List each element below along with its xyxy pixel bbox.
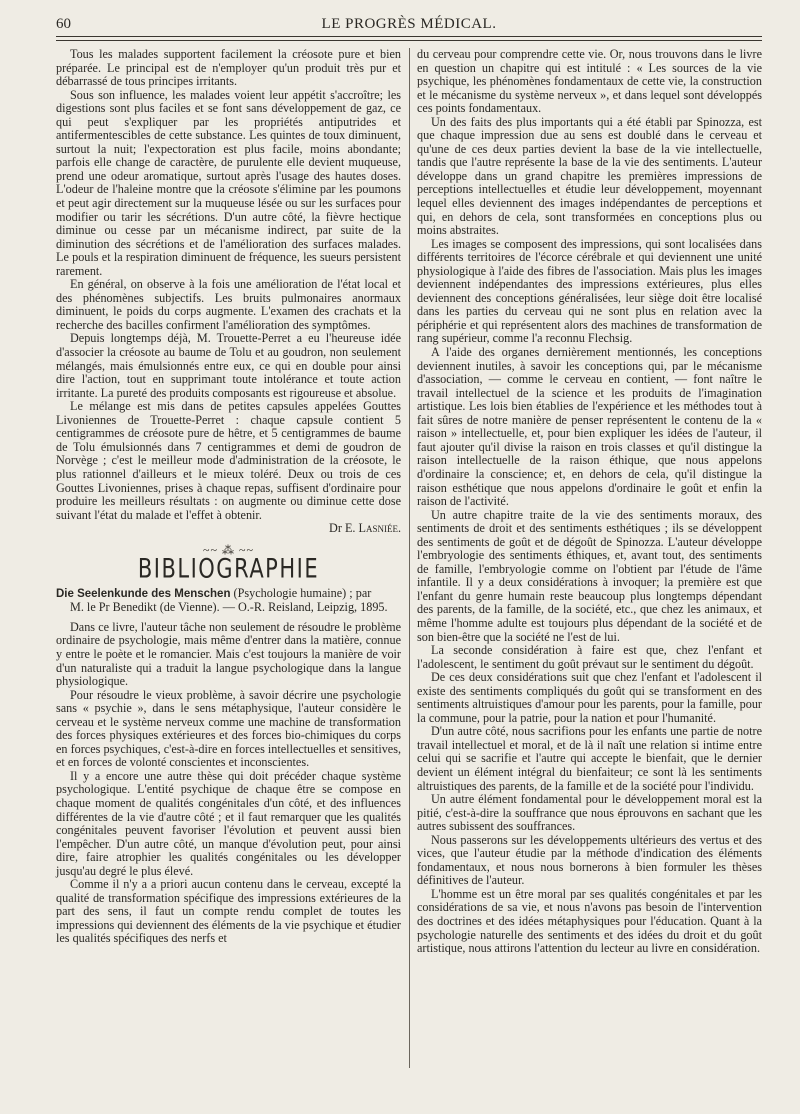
paragraph: Un des faits des plus importants qui a été établi par Spinozza, est que chaque impression due au sens est doublé dans le cerveau et qu'une de ces deux parties devient la base de la vie intellectuelle, tandis que l'autre représente la base de la vie des sentiments. L'auteur développe dans un grand chapitre les premières impressions de perceptions intellectuelles et étudie leur développement, moyennant lequel elles deviennent des images indépendantes de perceptions et qui, en dehors de cela, sont transformées en conceptions plus ou moins abstraites. [417,114,762,238]
right-column [417,48,762,956]
signature-name: Lasniée. [358,521,401,536]
signature-prefix: Dr E. [329,521,359,536]
running-title: LE PROGRÈS MÉDICAL. [321,16,497,32]
paragraph: Pour résoudre le vieux problème, à savoir décrire une psychologie sans « psychie », dans le sens métaphysique, l'auteur considère le cerveau et le système nerveux comme une machine de transformation des forces physiques extérieures et des forces bio-chimiques du corps en forces psychiques, c'est-à-dire en forces intellectuelles et sensitives, et en forces de volonté conscientes et inconscientes. [56,687,401,770]
paragraph: En général, on observe à la fois une amélioration de l'état local et des phénomènes subjectifs. Les bruits pulmonaires anormaux diminuent, le poids du corps augmente. L'examen des crachats et la recherche des bacilles confirment l'amélioration des symptômes. [56,277,401,332]
paragraph: Tous les malades supportent facilement la créosote pure et bien préparée. Le principal est de n'employer qu'un produit très pur et débarrassé de tous principes irritants. [56,47,401,89]
paragraph: Nous passerons sur les développements ultérieurs des vertus et des vices, que l'auteur étudie par la méthode d'indication des éléments fondamentaux, et nous nous bornerons à bien formuler les thèses définitives de l'auteur. [417,832,762,888]
left-column [56,48,401,956]
paragraph: Un autre élément fondamental pour le développement moral est la pitié, c'est-à-dire la souffrance que nous éprouvons en sachant que les autres subissent des souffrances. [417,792,762,834]
book-subtitle: (Psychologie humaine) ; par [230,585,372,600]
page-number: 60 [56,16,71,32]
page-header [56,14,762,36]
paragraph: Les images se composent des impressions, qui sont localisées dans différents territoires de l'écorce cérébrale et qui deviennent une unité physiologique à l'aide des fibres de l'association. Mais plus les images deviennent indépendantes des impressions extérieures, plus elles deviennent des conceptions généralisées, leur siège doit être localisé dans les parties du cerveau qui ne sont plus en relation avec la périphérie et qui représentent alors des machines de transformation de rang supérieur, comme l'a reconnu Flechsig. [417,236,762,346]
book-author: M. le Pr Benedikt (de Vienne). — O.-R. Reisland, Leipzig, 1895. [70,600,388,615]
paragraph: du cerveau pour comprendre cette vie. Or, nous trouvons dans le livre en question un chapitre qui est intitulé : « Les sources de la vie psychique, les phénomènes fondamentaux de cette vie, la construction et le mécanisme du système nerveux », et dans lequel sont développés ces points fondamentaux. [417,47,762,116]
section-ornament: ~~ ⁂ ~~ [203,542,254,557]
paragraph: Sous son influence, les malades voient leur appétit s'accroître; les digestions sont plus faciles et se font sans développement de gaz, ce qui peut s'expliquer par les propriétés antiputrides et antifermentescibles de cette substance. Les quintes de toux diminuent, surtout la nuit; l'expectoration est plus facile, moins abondante; parfois elle change de caractère, de purulente elle devient muqueuse, prend une odeur aromatique, surtout après l'usage des hautes doses. L'odeur de l'haleine montre que la créosote s'élimine par les poumons et peut agir directement sur la muqueuse lésée ou sur les surfaces pour modifier ou tarir les sécrétions. D'un autre côté, la fièvre hectique diminue ou cesse par un mécanisme indirect, par suite de la diminution des sécrétions et de l'amélioration des surfaces malades. Le pouls et la respiration diminuent de fréquence, les sueurs persistent rarement. [56,87,401,278]
body-columns [56,48,762,956]
paragraph: D'un autre côté, nous sacrifions pour les enfants une partie de notre travail intellectuel et moral, et de là il naît une relation si intime entre celui qui se sacrifie et l'autre qui accepte le bienfait, que le dernier devient un élément intégral du bienfaiteur; ce sont là les sentiments altruistiques des parents, de la famille et de la société pour l'individu. [417,724,762,793]
header-rule-double [56,40,762,41]
paragraph: Un autre chapitre traite de la vie des sentiments moraux, des sentiments de droit et des sentiments esthétiques ; ils se développent des sentiments de goût et de dégoût de Spinozza. L'auteur développe l'embryologie des sentiments éthiques, et, avant tout, des sentiments de famille, l'embryologie comme on l'obtient par l'étude de l'âme infantile. Il y a deux considérations à invoquer; la première est que l'enfant du genre humain reste beaucoup plus longtemps dépendant des parents, de la famille, de la société, etc., que chez les animaux, et même l'homme adulte est toujours plus dépendant de la société et de son bien-être que la société ne l'est de lui. [417,507,762,644]
signature [56,522,401,536]
paragraph: Depuis longtemps déjà, M. Trouette-Perret a eu l'heureuse idée d'associer la créosote au baume de Tolu et au goudron, non seulement mélangés, mais émulsionnés entre eux, ce qui en double pour ainsi dire l'action, tout en supprimant toute intolérance et toute action irritante. La pureté des produits composants est rigoureuse et absolue. [56,331,401,400]
paragraph: Il y a encore une autre thèse qui doit précéder chaque système psychologique. L'entité psychique de chaque être se compose en chaque moment de qualités congénitales d'un côté, et des influences différentes de la vie d'autre côté ; et il faut remarquer que les qualités congénitales peuvent favoriser l'évolution et peuvent aussi bien l'empêcher. D'un autre côté, un manque d'évolution peut, pour ainsi dire, faire atrophier les qualités congénitales ou les développer jusqu'au degré le plus élevé. [56,768,401,878]
book-title: Die Seelenkunde des Menschen [56,587,231,600]
paragraph: L'homme est un être moral par ses qualités congénitales et par les considérations de sa vie, et nous n'avons pas besoin de l'intervention des doctrines et des idées métaphysiques pour l'éducation. Quant à la psychologie naturelle des sentiments et des idées du droit et du goût artistique, nous attirons l'attention du lecteur au livre en considération. [417,886,762,956]
paragraph: Dans ce livre, l'auteur tâche non seulement de résoudre le problème ordinaire de psychologie, mais même d'entrer dans la matière, connue y entre le poète et le romancier. Mais c'est toujours la manière de voir d'un naturaliste qui a traduit la langue psychologique dans la langue physiologique. [56,619,401,689]
paragraph: A l'aide des organes dernièrement mentionnés, les conceptions deviennent inutiles, à savoir les conceptions qui, par le mécanisme d'association, — comme le cerveau en contient, — font naître le travail intellectuel de la science et les produits de l'imagination artistique. Les lois bien établies de l'expérience et les méthodes tout à fait sûres de notre manière de penser représentent le contenu de la « raison » intellectuelle, et, pour bien expliquer les idées de l'auteur, il faut ajouter qu'il divise la raison en trois classes et qu'il distingue la raison intellectuelle de la raison éthique, que nous appelons d'ordinaire la conscience; et, en dehors de cela, qu'il distingue la raison esthétique que nous appelons d'ordinaire le goût et enfin la raison de l'activité. [417,345,762,509]
paragraph: Comme il n'y a a priori aucun contenu dans le cerveau, excepté la qualité de transformation spécifique des impressions extérieures de la part des sens, il faut un compte rendu complet de toutes les impressions qui deviennent des éléments de la vie psychique et étudier les qualités spécifiques des nerfs et [56,877,401,946]
paragraph: La seconde considération à faire est que, chez l'enfant et l'adolescent, le sentiment du goût prévaut sur le sentiment du dégoût. [417,643,762,671]
header-rule [56,36,762,37]
section-title: BIBLIOGRAPHIE [137,554,320,585]
bibliography-heading [56,587,401,602]
paragraph: De ces deux considérations suit que chez l'enfant et l'adolescent il existe des sentiments compliqués du goût qui se transforment en des sentiments altruistiques d'amour pour les parents, pour la famille, pour la commune, pour la patrie, pour la nation et pour l'humanité. [417,670,762,725]
paragraph: Le mélange est mis dans de petites capsules appelées Gouttes Livoniennes de Trouette-Perret : chaque capsule contient 5 centigrammes de créosote pure de hêtre, et 5 centigrammes de baume de Tolu émulsionnés dans 7 centigrammes et demi de goudron de Norvège ; c'est le meilleur mode d'administration de la créosote, le plus rationnel d'ailleurs et le mieux toléré. Deux ou trois de ces Gouttes Livoniennes, prises à chaque repas, suffisent d'ordinaire pour produire les meilleurs résultats : on augmente ou diminue cette dose suivant l'état du malade et l'effet à obtenir. [56,399,401,522]
